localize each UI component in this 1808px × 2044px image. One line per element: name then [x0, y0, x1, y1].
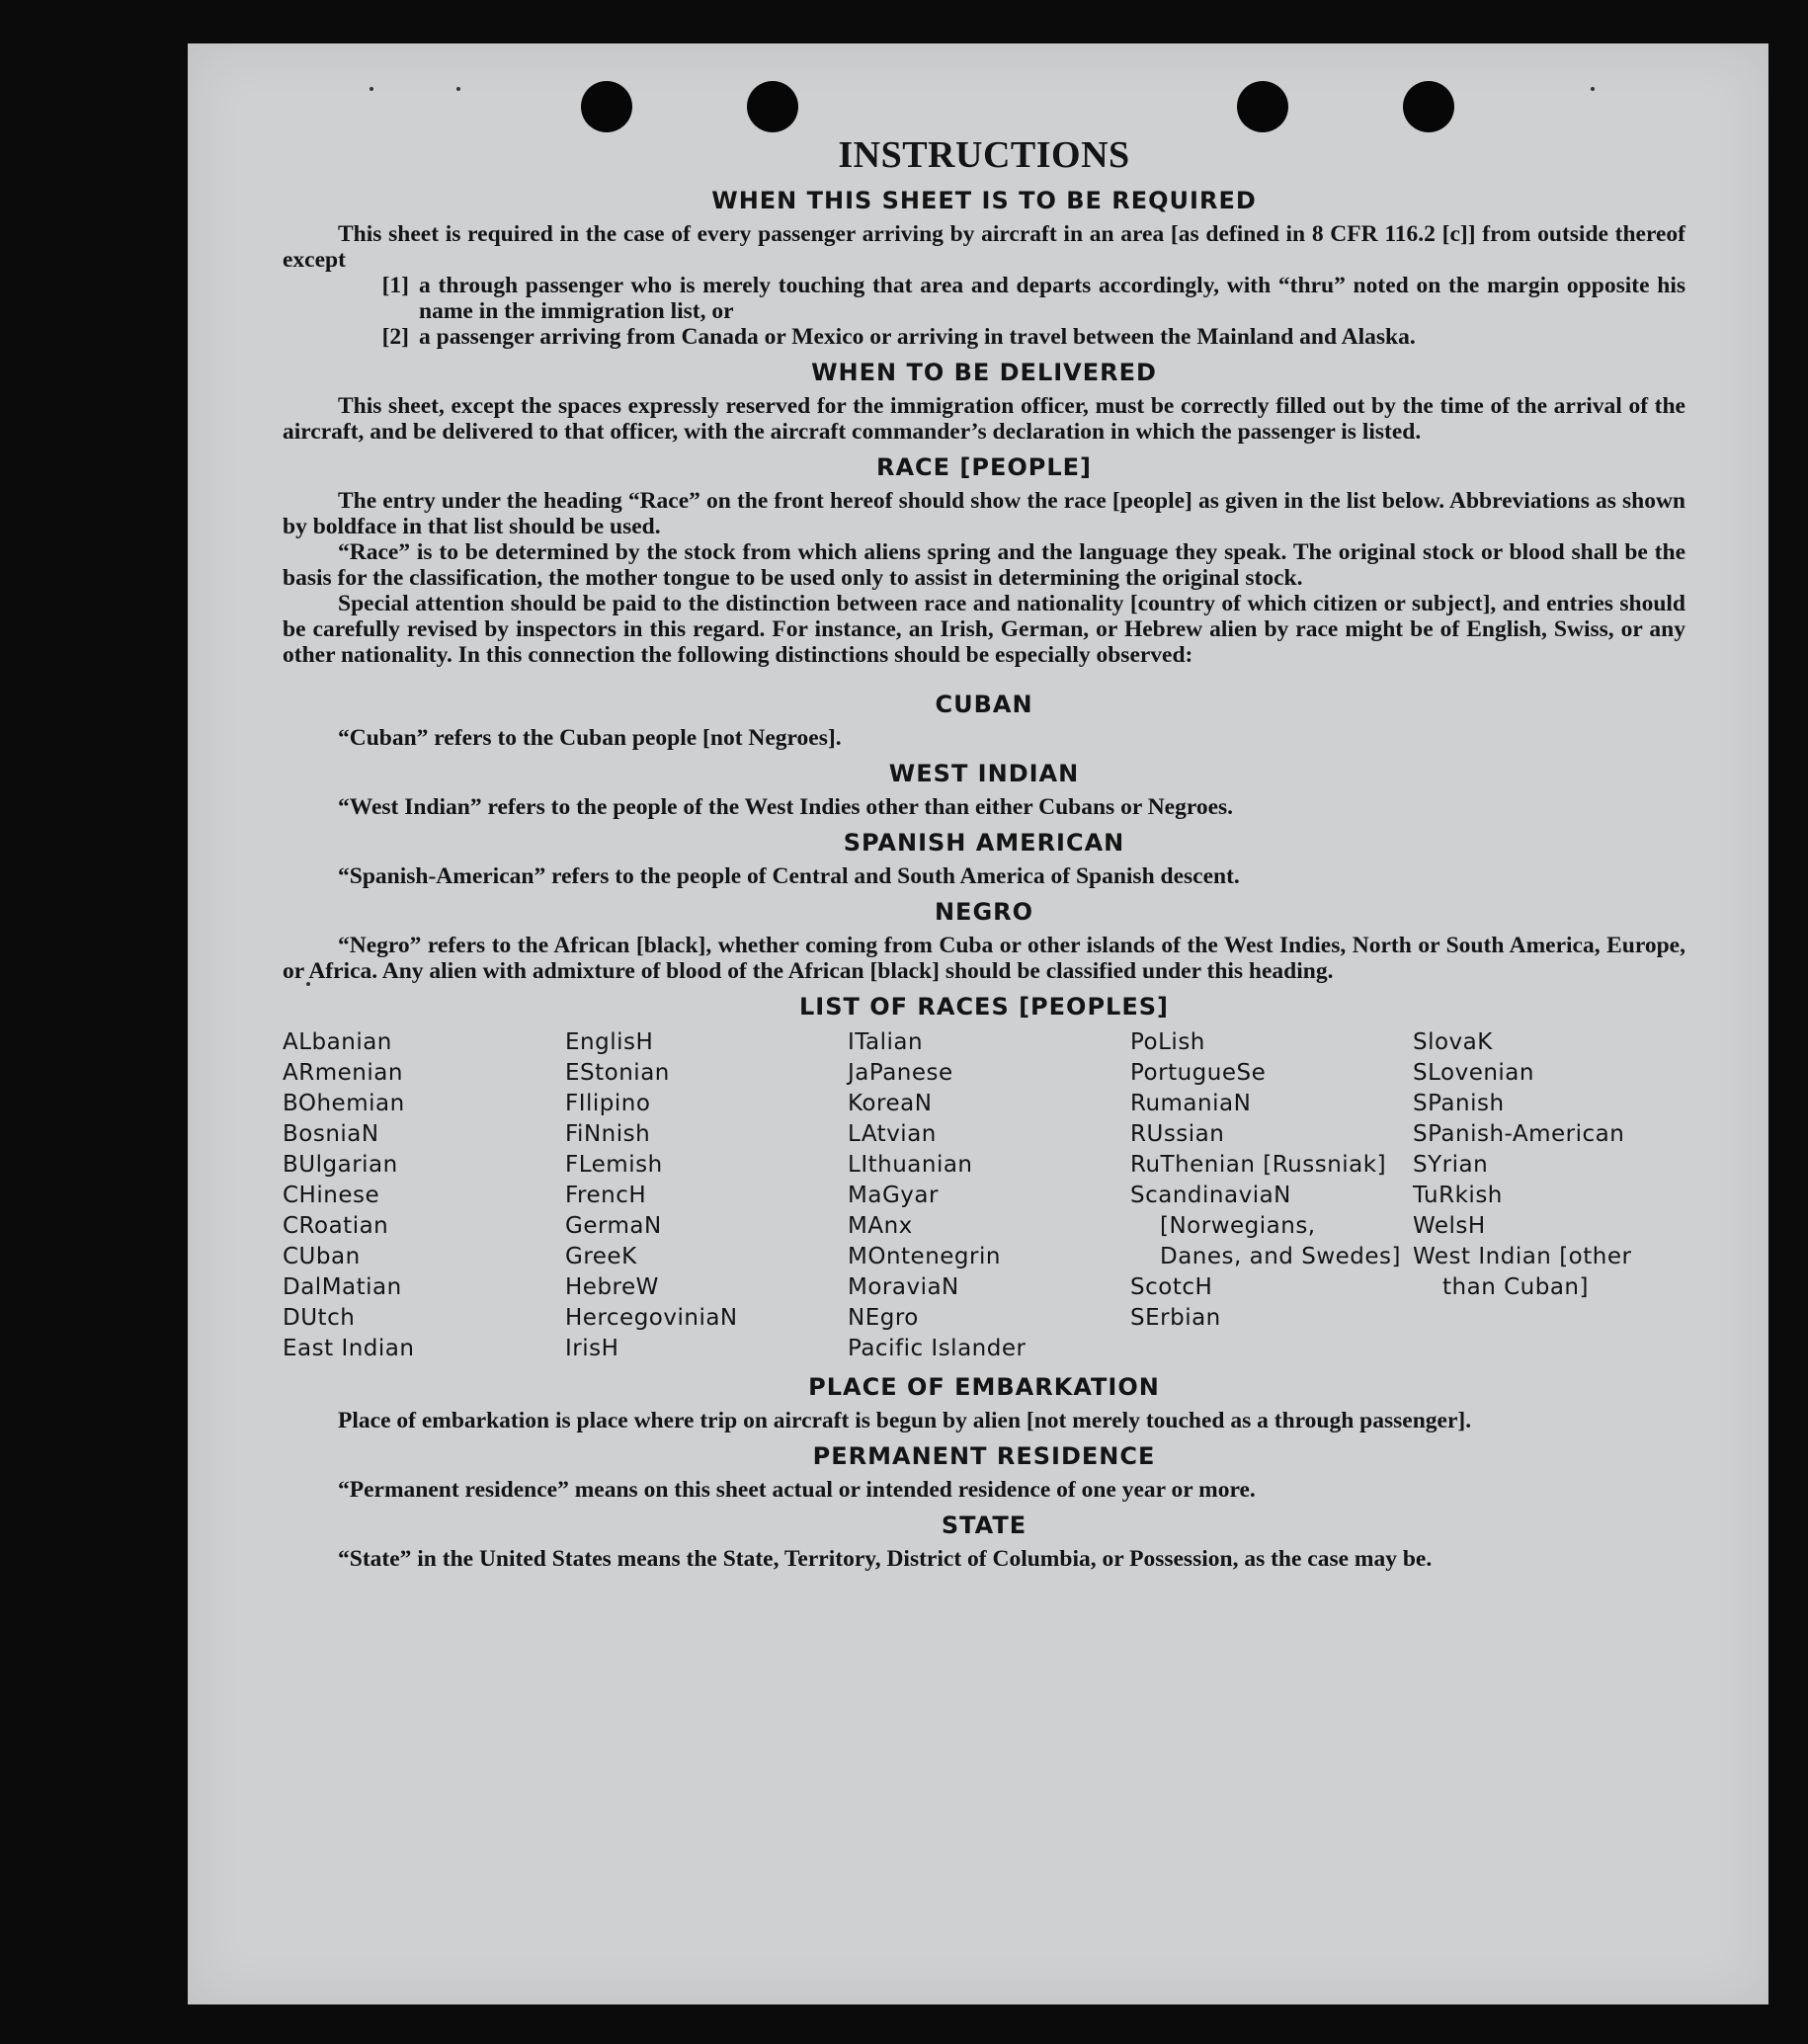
race-list-item: BosniaN — [283, 1121, 379, 1147]
race-list-item: ScandinaviaN [Norwegians, Danes, and Swedes] — [1130, 1183, 1401, 1269]
race-column — [565, 1027, 838, 1364]
paper-speck — [370, 87, 373, 91]
race-list-item: GreeK — [565, 1244, 637, 1269]
heading-race: RACE [PEOPLE] — [875, 453, 1093, 481]
spanish-american-text: “Spanish-American” refers to the people of Central and South America of Spanish descent. — [338, 863, 1240, 889]
race-paragraph-2: “Race” is to be determined by the stock from which aliens spring and the language they speak. The original stock or blood shall be the basis for the classification, the mother tongue to be used only to assist in determining the original stock. — [283, 539, 1685, 591]
race-list-item: FLemish — [565, 1152, 663, 1178]
race-list-item: SPanish — [1413, 1091, 1505, 1116]
race-list-item: ITalian — [848, 1029, 924, 1055]
race-paragraph-3: Special attention should be paid to the distinction between race and nationality [country of which citizen or subject], and entries should be carefully revised by inspectors in this regard. For instance, an Irish, German, or Hebrew alien by race might be of English, Swiss, or any other nationality. In this connection the following distinctions should be especially observed: — [283, 591, 1685, 668]
west-indian-text: “West Indian” refers to the people of the West Indies other than either Cubans or Negroes. — [338, 794, 1234, 820]
race-list-item: SLovenian — [1413, 1060, 1534, 1086]
race-list-item: DUtch — [283, 1305, 356, 1331]
race-list-item: EnglisH — [565, 1029, 654, 1055]
paper-speck — [456, 87, 460, 91]
race-list-item: FiNnish — [565, 1121, 651, 1147]
race-list-item: IrisH — [565, 1336, 619, 1361]
race-list-item: PoLish — [1130, 1029, 1205, 1055]
race-list-item: LIthuanian — [848, 1152, 973, 1178]
punch-hole — [581, 81, 632, 132]
race-list-item: BUlgarian — [283, 1152, 398, 1178]
race-list-item: TuRkish — [1413, 1183, 1503, 1208]
race-list-item: SYrian — [1413, 1152, 1489, 1178]
exception-item — [283, 324, 1685, 350]
instructions-content — [283, 132, 1685, 1572]
race-list-item: JaPanese — [848, 1060, 953, 1086]
exception-list — [283, 273, 1685, 350]
race-list-item: HebreW — [565, 1274, 659, 1300]
race-list-item: FrencH — [565, 1183, 647, 1208]
cuban-text: “Cuban” refers to the Cuban people [not Negroes]. — [338, 725, 842, 751]
heading-negro: NEGRO — [934, 898, 1034, 926]
when-delivered-text: This sheet, except the spaces expressly reserved for the immigration officer, must be correctly filled out by the time of the arrival of the aircraft, and be delivered to that officer, with the aircraft commander’s declaration in which the passenger is listed. — [283, 393, 1685, 445]
paper-speck — [1591, 87, 1595, 91]
race-list-item: RUssian — [1130, 1121, 1225, 1147]
page-title: INSTRUCTIONS — [838, 134, 1130, 176]
heading-when-required: WHEN THIS SHEET IS TO BE REQUIRED — [711, 187, 1257, 214]
heading-embarkation: PLACE OF EMBARKATION — [808, 1373, 1160, 1401]
embarkation-text: Place of embarkation is place where trip on aircraft is begun by alien [not merely touched as a through passenger]. — [338, 1408, 1472, 1433]
race-list-item: BOhemian — [283, 1091, 405, 1116]
heading-state: STATE — [941, 1512, 1027, 1539]
race-list-item: MAnx — [848, 1213, 913, 1239]
race-list-item: GermaN — [565, 1213, 662, 1239]
race-list-item: SPanish-American — [1413, 1121, 1625, 1147]
race-list-item: KoreaN — [848, 1091, 933, 1116]
exception-item — [283, 273, 1685, 324]
state-text: “State” in the United States means the State, Territory, District of Columbia, or Possession, as the case may be. — [338, 1546, 1433, 1572]
race-list-item: DalMatian — [283, 1274, 402, 1300]
heading-cuban: CUBAN — [935, 691, 1033, 718]
race-column — [283, 1027, 555, 1364]
when-required-intro: This sheet is required in the case of every passenger arriving by aircraft in an area [as defined in 8 CFR 116.2 [c]] from outside thereof except — [283, 221, 1685, 273]
exception-number: [2] — [381, 324, 409, 350]
exception-text: a passenger arriving from Canada or Mexico or arriving in travel between the Mainland and Alaska. — [419, 324, 1416, 350]
race-list-item: EStonian — [565, 1060, 670, 1086]
negro-text: “Negro” refers to the African [black], whether coming from Cuba or other islands of the West Indies, North or South America, Europe, or Africa. Any alien with admixture of blood of the African [black] should be classified under this heading. — [283, 933, 1685, 984]
heading-list-of-races: LIST OF RACES [PEOPLES] — [799, 993, 1169, 1021]
punch-hole — [1237, 81, 1288, 132]
race-list-item: CHinese — [283, 1183, 380, 1208]
punch-hole — [747, 81, 798, 132]
race-list-item: HercegoviniaN — [565, 1305, 738, 1331]
race-paragraph-1: The entry under the heading “Race” on the front hereof should show the race [people] as given in the list below. Abbreviations as shown by boldface in that list should be used. — [283, 488, 1685, 539]
race-list-item: RuThenian [Russniak] — [1130, 1152, 1387, 1178]
race-list-item: WelsH — [1413, 1213, 1486, 1239]
heading-spanish-american: SPANISH AMERICAN — [843, 829, 1125, 857]
race-list-item: SlovaK — [1413, 1029, 1493, 1055]
exception-number: [1] — [381, 273, 409, 298]
race-list-item: MaGyar — [848, 1183, 939, 1208]
race-list-item: SErbian — [1130, 1305, 1221, 1331]
race-column — [848, 1027, 1120, 1364]
race-list-item: West Indian [other than Cuban] — [1413, 1244, 1632, 1300]
race-list-item: East Indian — [283, 1336, 415, 1361]
heading-when-delivered: WHEN TO BE DELIVERED — [811, 359, 1157, 386]
heading-west-indian: WEST INDIAN — [888, 760, 1080, 787]
race-list-item: ALbanian — [283, 1029, 392, 1055]
race-column — [1413, 1027, 1685, 1364]
permanent-residence-text: “Permanent residence” means on this sheet actual or intended residence of one year or more. — [338, 1477, 1256, 1503]
race-list — [283, 1027, 1685, 1364]
race-list-item: NEgro — [848, 1305, 919, 1331]
document-sheet — [188, 43, 1768, 2004]
race-list-item: MOntenegrin — [848, 1244, 1001, 1269]
race-list-item: CRoatian — [283, 1213, 389, 1239]
race-list-item: LAtvian — [848, 1121, 937, 1147]
exception-text: a through passenger who is merely touching that area and departs accordingly, with “thru” noted on the margin opposite his name in the immigration list, or — [419, 273, 1685, 324]
race-list-item: PortugueSe — [1130, 1060, 1267, 1086]
race-list-item: CUban — [283, 1244, 361, 1269]
race-list-item: MoraviaN — [848, 1274, 959, 1300]
race-list-item: ScotcH — [1130, 1274, 1213, 1300]
race-list-item: FIlipino — [565, 1091, 651, 1116]
heading-permanent-residence: PERMANENT RESIDENCE — [812, 1442, 1156, 1470]
punch-hole — [1403, 81, 1454, 132]
race-list-item: Pacific Islander — [848, 1336, 1027, 1361]
race-column — [1130, 1027, 1403, 1364]
race-list-item: ARmenian — [283, 1060, 403, 1086]
race-list-item: RumaniaN — [1130, 1091, 1252, 1116]
